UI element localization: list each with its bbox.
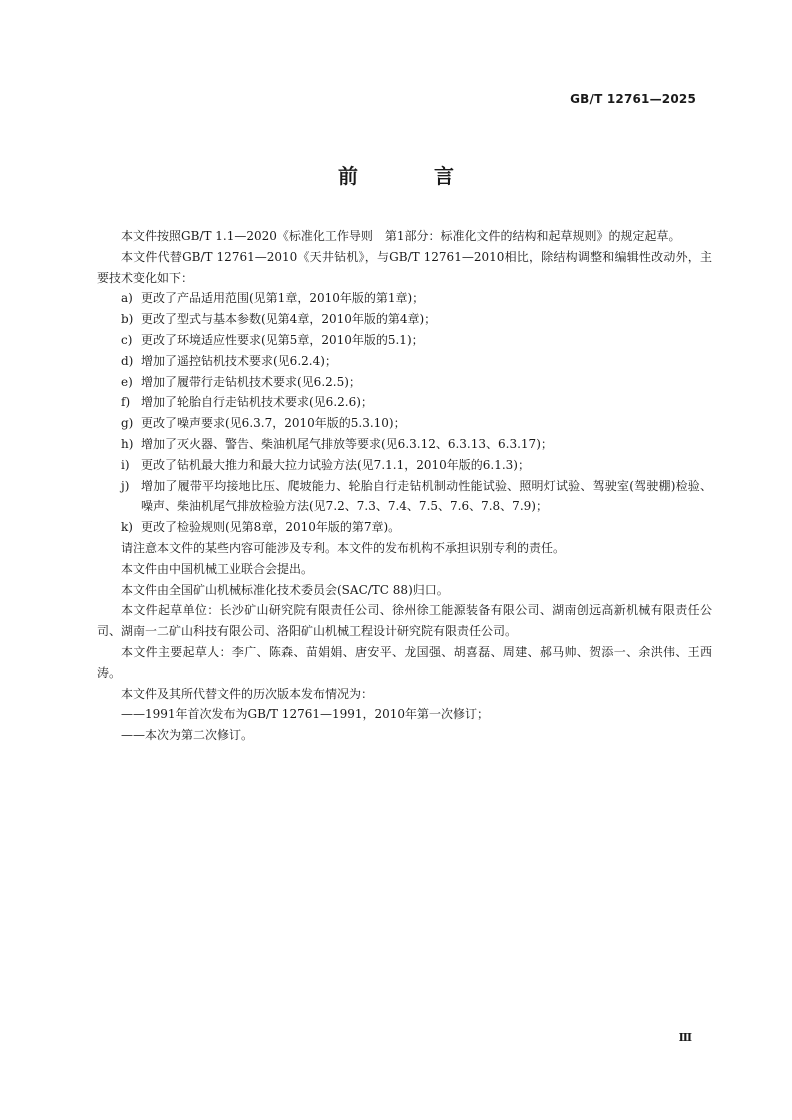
list-item-text: 增加了履带行走钻机技术要求(见6.2.5)； bbox=[141, 374, 361, 389]
list-item bbox=[97, 455, 712, 476]
list-item-text: 更改了噪声要求(见6.3.7，2010年版的5.3.10)； bbox=[141, 416, 406, 431]
history-item: ——1991年首次发布为GB/T 12761—1991，2010年第一次修订； bbox=[121, 707, 490, 722]
paragraph-drafting-units: 本文件起草单位：长沙矿山研究院有限责任公司、徐州徐工能源装备有限公司、湖南创远高新机械有限责任公司、湖南一二矿山科技有限公司、洛阳矿山机械工程设计研究院有限责任公司。 bbox=[97, 603, 712, 639]
list-item bbox=[97, 476, 712, 518]
list-item bbox=[97, 517, 712, 538]
paragraph-proposer: 本文件由中国机械工业联合会提出。 bbox=[121, 561, 314, 576]
page-number: Ⅲ bbox=[678, 1031, 692, 1044]
list-marker: j) bbox=[121, 478, 130, 493]
list-item bbox=[97, 392, 712, 413]
paragraph-history-intro: 本文件及其所代替文件的历次版本发布情况为： bbox=[121, 686, 374, 701]
list-marker: k) bbox=[121, 520, 133, 535]
paragraph-patent-notice: 请注意本文件的某些内容可能涉及专利。本文件的发布机构不承担识别专利的责任。 bbox=[121, 540, 566, 555]
list-item-text: 增加了遥控钻机技术要求(见6.2.4)； bbox=[141, 353, 337, 368]
list-marker: f) bbox=[121, 395, 131, 410]
paragraph-committee: 本文件由全国矿山机械标准化技术委员会(SAC/TC 88)归口。 bbox=[121, 582, 449, 597]
document-body bbox=[97, 226, 712, 746]
list-marker: c) bbox=[121, 332, 133, 347]
list-item bbox=[97, 330, 712, 351]
list-item bbox=[97, 434, 712, 455]
list-item bbox=[97, 288, 712, 309]
list-marker: d) bbox=[121, 353, 134, 368]
list-item-text: 更改了钻机最大推力和最大拉力试验方法(见7.1.1，2010年版的6.1.3)； bbox=[141, 457, 530, 472]
list-item-text: 更改了型式与基本参数(见第4章，2010年版的第4章)； bbox=[141, 312, 437, 327]
list-marker: a) bbox=[121, 291, 133, 306]
list-marker: e) bbox=[121, 374, 133, 389]
list-marker: g) bbox=[121, 416, 134, 431]
list-marker: b) bbox=[121, 312, 134, 327]
standard-code: GB/T 12761—2025 bbox=[570, 92, 696, 106]
list-item-text: 更改了检验规则(见第8章，2010年版的第7章)。 bbox=[141, 520, 401, 535]
list-item bbox=[97, 372, 712, 393]
page-title: 前 言 bbox=[338, 164, 482, 188]
list-item bbox=[97, 309, 712, 330]
list-marker: h) bbox=[121, 436, 134, 451]
paragraph-drafting-rules: 本文件按照GB/T 1.1—2020《标准化工作导则 第1部分：标准化文件的结构和起草规则》的规定起草。 bbox=[121, 229, 681, 243]
list-item bbox=[97, 351, 712, 372]
list-item-text: 增加了灭火器、警告、柴油机尾气排放等要求(见6.3.12、6.3.13、6.3.17)； bbox=[141, 436, 553, 451]
list-item-text: 增加了履带平均接地比压、爬坡能力、轮胎自行走钻机制动性能试验、照明灯试验、驾驶室(驾驶棚)检验、噪声、柴油机尾气排放检验方法(见7.2、7.3、7.4、7.5、7.6、7.8、7.9)； bbox=[141, 478, 712, 514]
list-item-text: 更改了环境适应性要求(见第5章，2010年版的5.1)； bbox=[141, 332, 424, 347]
list-item bbox=[97, 413, 712, 434]
paragraph-drafters: 本文件主要起草人：李广、陈森、苗娟娟、唐安平、龙国强、胡喜磊、周建、郝马帅、贺添一、余洪伟、王西涛。 bbox=[97, 644, 712, 680]
paragraph-replacement: 本文件代替GB/T 12761—2010《天井钻机》，与GB/T 12761—2010相比，除结构调整和编辑性改动外，主要技术变化如下： bbox=[97, 249, 712, 285]
history-item: ——本次为第二次修订。 bbox=[121, 728, 254, 743]
list-item-text: 增加了轮胎自行走钻机技术要求(见6.2.6)； bbox=[141, 395, 373, 410]
list-marker: i) bbox=[121, 457, 130, 472]
changes-list bbox=[97, 288, 712, 538]
list-item-text: 更改了产品适用范围(见第1章，2010年版的第1章)； bbox=[141, 291, 425, 306]
